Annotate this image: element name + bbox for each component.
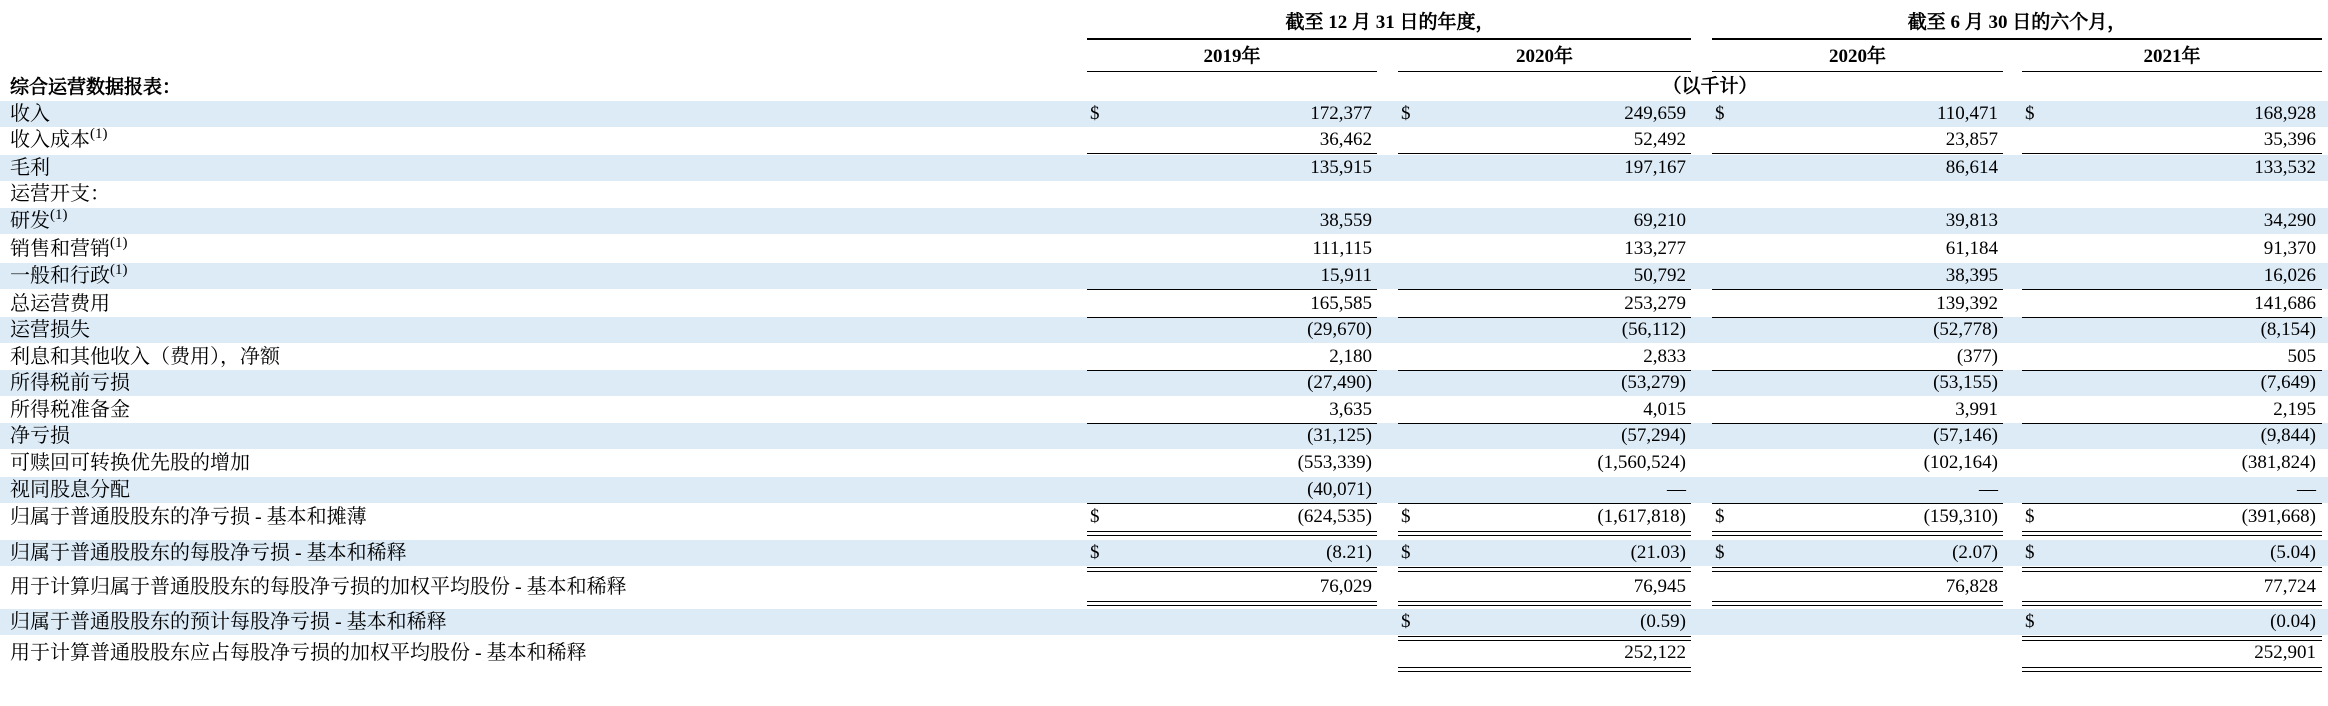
total-rule <box>1398 636 1691 641</box>
table-cell-value: 76,945 <box>1633 576 1686 597</box>
table-cell-value: (27,490) <box>1307 372 1372 393</box>
table-cell-value: 139,392 <box>1936 293 1998 314</box>
table-cell-value: 2,195 <box>2273 399 2316 420</box>
total-rule <box>1398 601 1691 606</box>
table-cell-value: 133,277 <box>1624 238 1686 259</box>
total-rule <box>1398 289 1691 290</box>
table-cell-value: 38,559 <box>1319 210 1372 231</box>
total-rule <box>1087 317 1377 318</box>
table-cell-value: — <box>1667 479 1686 500</box>
table-row <box>0 317 2328 343</box>
row-label-text: 所得税前亏损 <box>10 372 130 394</box>
total-rule <box>1398 317 1691 318</box>
table-cell-value: 4,015 <box>1643 399 1686 420</box>
footnote-marker: (1) <box>110 262 128 278</box>
row-label-text: 毛利 <box>10 157 50 179</box>
row-label-text: 净亏损 <box>10 425 70 447</box>
table-cell-value: 141,686 <box>2254 293 2316 314</box>
table-cell-value: (0.04) <box>2270 611 2316 632</box>
table-cell-value: 16,026 <box>2263 265 2316 286</box>
table-cell-value <box>1738 609 1998 635</box>
table-cell-value <box>1112 640 1372 666</box>
table-cell-value: (29,670) <box>1307 319 1372 340</box>
table-cell-value: (8,154) <box>2260 319 2316 340</box>
header-year-col4: 2021年 <box>2143 46 2201 67</box>
table-cell-value: 2,180 <box>1329 346 1372 367</box>
table-row <box>0 397 2328 423</box>
table-cell-value: (57,146) <box>1933 425 1998 446</box>
currency-symbol: $ <box>2025 506 2035 527</box>
table-row <box>0 609 2328 635</box>
table-cell-value: 165,585 <box>1310 293 1372 314</box>
row-label-text: 收入成本 <box>10 129 90 151</box>
currency-symbol: $ <box>1401 506 1411 527</box>
total-rule <box>1398 503 1691 504</box>
table-row <box>0 101 2328 127</box>
total-rule <box>1712 503 2003 504</box>
table-cell-value: 61,184 <box>1945 238 1998 259</box>
row-label-text: 研发 <box>10 210 50 232</box>
row-label <box>10 208 68 234</box>
currency-symbol: $ <box>2025 103 2035 124</box>
row-label <box>10 423 70 449</box>
section-title: 综合运营数据报表： <box>10 77 182 98</box>
row-label <box>10 397 130 423</box>
table-cell-value: (2.07) <box>1952 542 1998 563</box>
unit-note: （以千计） <box>1662 76 1758 97</box>
table-cell-value: (553,339) <box>1297 452 1372 473</box>
table-cell-value: (40,071) <box>1307 479 1372 500</box>
row-label <box>10 640 587 666</box>
row-label <box>10 477 130 503</box>
total-rule <box>1398 153 1691 154</box>
row-label <box>10 450 250 476</box>
table-row <box>0 127 2328 153</box>
currency-symbol: $ <box>1715 506 1725 527</box>
table-cell-value: (391,668) <box>2241 506 2316 527</box>
row-label-text: 用于计算普通股股东应占每股净亏损的加权平均股份 - 基本和稀释 <box>10 642 587 664</box>
table-row <box>0 450 2328 476</box>
row-label-text: 总运营费用 <box>10 293 110 315</box>
table-cell-value: (7,649) <box>2260 372 2316 393</box>
row-label <box>10 504 367 530</box>
table-cell-value: — <box>2297 479 2316 500</box>
total-rule <box>1712 567 2003 572</box>
table-cell-value <box>1738 640 1998 666</box>
row-label-text: 运营开支： <box>10 183 110 205</box>
table-cell-value: 52,492 <box>1633 129 1686 150</box>
table-cell-value: (31,125) <box>1307 425 1372 446</box>
currency-symbol: $ <box>1090 103 1100 124</box>
total-rule <box>2022 317 2322 318</box>
table-cell-value: 76,029 <box>1319 576 1372 597</box>
total-rule <box>1087 503 1377 504</box>
table-cell-value: 34,290 <box>2263 210 2316 231</box>
header-group-annual: 截至 12 月 31 日的年度， <box>1285 12 1495 33</box>
total-rule <box>1398 370 1691 371</box>
table-cell-value: 77,724 <box>2263 576 2316 597</box>
table-cell-value: 69,210 <box>1633 210 1686 231</box>
total-rule <box>1087 153 1377 154</box>
table-cell-value: (624,535) <box>1297 506 1372 527</box>
row-label <box>10 181 110 207</box>
table-cell-value: 3,991 <box>1955 399 1998 420</box>
table-cell-value: 23,857 <box>1945 129 1998 150</box>
table-cell-value: 197,167 <box>1624 157 1686 178</box>
footnote-marker: (1) <box>110 235 128 251</box>
total-rule <box>1712 317 2003 318</box>
header-year-col2: 2020年 <box>1515 46 1573 67</box>
row-label <box>10 344 280 370</box>
table-row <box>0 344 2328 370</box>
currency-symbol: $ <box>2025 542 2035 563</box>
row-label-text: 所得税准备金 <box>10 399 130 421</box>
currency-symbol: $ <box>1090 542 1100 563</box>
total-rule <box>2022 601 2322 606</box>
row-label <box>10 370 130 396</box>
table-row <box>0 208 2328 234</box>
total-rule <box>1087 423 1377 424</box>
table-cell-value: 50,792 <box>1633 265 1686 286</box>
row-label <box>10 291 110 317</box>
table-row <box>0 540 2328 566</box>
table-cell-value: 249,659 <box>1624 103 1686 124</box>
total-rule <box>2022 289 2322 290</box>
table-cell-value: (9,844) <box>2260 425 2316 446</box>
table-cell-value: (159,310) <box>1923 506 1998 527</box>
table-cell-value: 135,915 <box>1310 157 1372 178</box>
table-cell-value: 35,396 <box>2263 129 2316 150</box>
table-row <box>0 181 2328 207</box>
table-cell-value: 505 <box>2287 346 2316 367</box>
total-rule <box>1398 423 1691 424</box>
total-rule <box>1087 531 1377 536</box>
table-cell-value: (53,155) <box>1933 372 1998 393</box>
table-cell-value: 110,471 <box>1936 103 1998 124</box>
table-row <box>0 370 2328 396</box>
row-label <box>10 574 627 600</box>
total-rule <box>2022 423 2322 424</box>
total-rule <box>1712 153 2003 154</box>
table-cell-value: 39,813 <box>1945 210 1998 231</box>
total-rule <box>1712 370 2003 371</box>
row-label-text: 利息和其他收入（费用），净额 <box>10 346 280 368</box>
header-year-col3-rule <box>1712 71 2003 72</box>
row-label-text: 一般和行政 <box>10 265 110 287</box>
row-label-text: 归属于普通股股东的净亏损 - 基本和摊薄 <box>10 506 367 528</box>
header-group-annual-rule <box>1087 38 1691 40</box>
table-cell-value: (8.21) <box>1326 542 1372 563</box>
total-rule <box>1398 567 1691 572</box>
table-cell-value: 172,377 <box>1310 103 1372 124</box>
total-rule <box>2022 636 2322 641</box>
total-rule <box>2022 567 2322 572</box>
table-row <box>0 155 2328 181</box>
header-year-col1: 2019年 <box>1203 46 1261 67</box>
table-cell-value: (21.03) <box>1630 542 1686 563</box>
table-cell-value <box>1112 181 1372 207</box>
row-label-text: 运营损失 <box>10 319 90 341</box>
table-cell-value: (53,279) <box>1621 372 1686 393</box>
table-cell-value: 3,635 <box>1329 399 1372 420</box>
total-rule <box>1087 567 1377 572</box>
table-cell-value: 253,279 <box>1624 293 1686 314</box>
row-label <box>10 101 50 127</box>
total-rule <box>1712 601 2003 606</box>
table-cell-value: 168,928 <box>2254 103 2316 124</box>
table-row <box>0 263 2328 289</box>
footnote-marker: (1) <box>90 126 108 142</box>
table-cell-value <box>1426 181 1686 207</box>
total-rule <box>1087 370 1377 371</box>
row-label-text: 归属于普通股股东的每股净亏损 - 基本和稀释 <box>10 542 407 564</box>
header-group-six-months: 截至 6 月 30 日的六个月， <box>1907 12 2127 33</box>
header-year-col4-rule <box>2022 71 2322 72</box>
table-cell-value: 36,462 <box>1319 129 1372 150</box>
header-year-col1-rule <box>1087 71 1377 72</box>
total-rule <box>2022 667 2322 672</box>
row-label <box>10 236 128 262</box>
table-cell-value: 76,828 <box>1945 576 1998 597</box>
table-row <box>0 477 2328 503</box>
total-rule <box>1087 601 1377 606</box>
total-rule <box>1712 423 2003 424</box>
table-cell-value: 111,115 <box>1312 238 1372 259</box>
table-cell-value <box>1112 609 1372 635</box>
table-cell-value: (52,778) <box>1933 319 1998 340</box>
table-cell-value: (1,560,524) <box>1597 452 1686 473</box>
table-cell-value: 91,370 <box>2263 238 2316 259</box>
total-rule <box>1087 289 1377 290</box>
table-row <box>0 423 2328 449</box>
table-cell-value: (0.59) <box>1640 611 1686 632</box>
table-cell-value: (1,617,818) <box>1597 506 1686 527</box>
table-cell-value: (102,164) <box>1923 452 1998 473</box>
total-rule <box>2022 370 2322 371</box>
table-cell-value: 38,395 <box>1945 265 1998 286</box>
table-cell-value: (377) <box>1956 346 1998 367</box>
header-group-six-months-rule <box>1712 38 2322 40</box>
table-cell-value: (5.04) <box>2270 542 2316 563</box>
header-year-col2-rule <box>1398 71 1691 72</box>
row-label <box>10 155 50 181</box>
table-cell-value: 252,122 <box>1624 642 1686 663</box>
total-rule <box>1712 531 2003 536</box>
row-label-text: 可赎回可转换优先股的增加 <box>10 452 250 474</box>
row-label <box>10 317 90 343</box>
row-label-text: 销售和营销 <box>10 238 110 260</box>
total-rule <box>1398 667 1691 672</box>
row-label <box>10 127 108 153</box>
table-row <box>0 574 2328 600</box>
table-cell-value: — <box>1979 479 1998 500</box>
currency-symbol: $ <box>1401 103 1411 124</box>
currency-symbol: $ <box>1090 506 1100 527</box>
table-row <box>0 236 2328 262</box>
total-rule <box>2022 153 2322 154</box>
table-cell-value: (57,294) <box>1621 425 1686 446</box>
currency-symbol: $ <box>2025 611 2035 632</box>
table-cell-value <box>2056 181 2316 207</box>
currency-symbol: $ <box>1715 542 1725 563</box>
total-rule <box>2022 503 2322 504</box>
row-label-text: 用于计算归属于普通股股东的每股净亏损的加权平均股份 - 基本和稀释 <box>10 576 627 598</box>
table-cell-value: 133,532 <box>2254 157 2316 178</box>
currency-symbol: $ <box>1715 103 1725 124</box>
total-rule <box>2022 531 2322 536</box>
table-cell-value <box>1738 181 1998 207</box>
table-cell-value: 2,833 <box>1643 346 1686 367</box>
table-row <box>0 640 2328 666</box>
row-label <box>10 263 128 289</box>
total-rule <box>1712 289 2003 290</box>
table-cell-value: 15,911 <box>1320 265 1372 286</box>
currency-symbol: $ <box>1401 611 1411 632</box>
table-cell-value: (56,112) <box>1621 319 1686 340</box>
row-label <box>10 540 407 566</box>
total-rule <box>1398 531 1691 536</box>
currency-symbol: $ <box>1401 542 1411 563</box>
header-year-col3: 2020年 <box>1828 46 1886 67</box>
footnote-marker: (1) <box>50 207 68 223</box>
table-cell-value: 252,901 <box>2254 642 2316 663</box>
row-label-text: 收入 <box>10 103 50 125</box>
table-row <box>0 504 2328 530</box>
row-label-text: 视同股息分配 <box>10 479 130 501</box>
table-cell-value: 86,614 <box>1945 157 1998 178</box>
row-label <box>10 609 447 635</box>
table-row <box>0 291 2328 317</box>
table-cell-value: (381,824) <box>2241 452 2316 473</box>
row-label-text: 归属于普通股股东的预计每股净亏损 - 基本和稀释 <box>10 611 447 633</box>
